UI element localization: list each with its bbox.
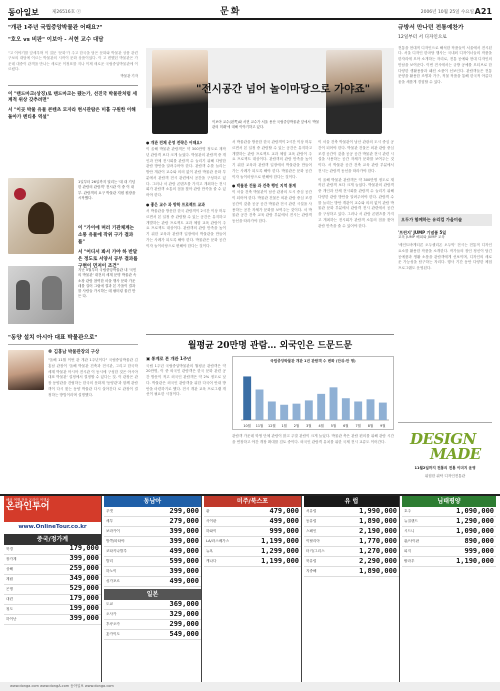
chart-tick-label: 9월 <box>380 424 386 428</box>
person-figure <box>16 280 30 310</box>
question-3: 이 "가이에 며러 기관체계는 소통 유물에 작위 구가 결과를" <box>78 226 135 245</box>
right-headline: 규방서 만나던 전통예찬가 <box>398 25 464 31</box>
ad-row <box>204 527 301 537</box>
issue-date: 2006년 10월 25일 수요일 <box>420 10 474 15</box>
masthead <box>8 6 492 20</box>
ad-column-1 <box>104 496 202 682</box>
ad-destination: 호주 <box>404 509 411 514</box>
ad-destination: 북유럽 <box>306 559 317 564</box>
ad-row <box>4 615 101 625</box>
tour-tagline: 해외 여행 전문 온라인 여행사 <box>6 498 50 502</box>
ad-row <box>204 537 301 547</box>
ad-destination: 북경 <box>6 546 13 551</box>
ad-column-2 <box>204 496 302 682</box>
ad-destination: 코타키나발루 <box>106 549 127 554</box>
ad-row <box>402 537 496 547</box>
ad-destination: LA/라스베가스 <box>206 539 230 544</box>
ad-column-3 <box>304 496 400 682</box>
ad-destination: 괌 <box>206 509 210 514</box>
logo-design-word: DESIGN <box>410 430 476 448</box>
question-1: 이 "랜드마크(상징)로 랜드마크는 됐는가, 선진국 박물관처럼 세계적 위상 갖추려면" <box>8 91 137 104</box>
chart-bar <box>280 405 288 420</box>
chart-bar <box>317 394 325 420</box>
ad-destination: 오사카 <box>106 612 117 617</box>
ad-price: 1,770,000 <box>359 536 397 545</box>
ad-destination: 대련 <box>6 596 13 601</box>
ad-price: 599,000 <box>169 556 199 565</box>
chart-tick-label: 12월 <box>268 424 276 428</box>
newspaper-logo: 동아일보 <box>8 7 39 17</box>
ad-destination: 동유럽 <box>306 519 317 524</box>
main-column-2 <box>232 140 312 225</box>
chart-bar <box>330 387 338 420</box>
ad-row <box>4 575 101 585</box>
ad-price: 499,000 <box>169 576 199 585</box>
ad-destination: 하와이 <box>206 529 217 534</box>
ad-row <box>304 517 399 527</box>
chart-tick-label: 7월 <box>355 424 361 428</box>
ad-price-list <box>204 507 301 567</box>
ad-row <box>402 507 496 517</box>
chart-bar <box>305 400 313 420</box>
main-photo-caption: 이보아 교수(왼쪽)와 서현 교수가 서울 용산 국립중앙박물관 앞에서 '박물관의 미래'에 대해 이야기하고 있다. <box>212 120 320 130</box>
divider <box>8 85 138 86</box>
ad-price: 2,190,000 <box>359 526 397 535</box>
main-column-1 <box>146 140 226 249</box>
right-text: 전통을 현대적 디자인으로 해석한 작품들이 서울에서 전시된다. 서울 디자인 한마당 행사는 국내외 디자이너들의 작품을 한자리에 모아 소개하는 자리로, 전통 공예와 현대 디자인의 만남을 보여준다. 이번 전시에서는 규방 공예를 모티브로 한 다양한 생활용품과 패션 소품이 선보인다. 관람객들은 전통 문양을 활용한 조명과 가구, 직물 작품을 통해 한국적 아름다움을 새롭게 경험할 수 있다. <box>398 45 492 85</box>
column-1-heading: ● 개관 전체 운영 전략은 어때요? <box>146 140 203 145</box>
chart-tick-label: 8월 <box>367 424 374 428</box>
chart-tick-label: 3월 <box>306 424 312 428</box>
column-3-heading: ● 박물관 건물 과 건축 행인 지역 통계 <box>232 183 296 189</box>
visitors-photo-caption: 지난 5월부터 국립중앙박물관 내 '국민의 박물관' 대전의 세계 문명 박물관 속 소장 관람 참여한 마을 행사 문화 가운데를 걸어 그림에 결과 본 가을이 결과를 사람들 가시하는 데 필터링 물건 만든 다. <box>78 268 137 299</box>
ad-price: 1,199,000 <box>261 536 299 545</box>
ad-price-list <box>104 600 201 640</box>
ad-row <box>104 507 201 517</box>
left-kicker: "개관 1주년 국립중앙박물관 어때요?" <box>8 25 103 31</box>
ad-destination: 스페인 <box>306 529 317 534</box>
ad-row <box>4 595 101 605</box>
chart-bar <box>342 398 350 420</box>
chart-bar <box>256 390 264 420</box>
ad-destination: 지중해 <box>306 569 317 574</box>
ad-destination: 괌/사이판 <box>404 539 420 544</box>
ad-destination: 보라카이 <box>106 529 120 534</box>
ad-column-header: 동남아 <box>104 496 201 507</box>
page-number: A21 <box>474 7 492 16</box>
ad-row <box>304 567 399 577</box>
ad-price: 399,000 <box>169 526 199 535</box>
ad-row <box>104 600 201 610</box>
ad-row <box>104 610 201 620</box>
chart-bar <box>354 401 362 420</box>
chart-tick-label: 11월 <box>255 424 264 428</box>
ad-price: 349,000 <box>69 574 99 583</box>
event-list <box>398 230 492 272</box>
logo-caption-2: 위험한 위탁 디자인전통관 <box>424 474 466 478</box>
ad-row <box>204 517 301 527</box>
ad-row <box>304 537 399 547</box>
chart-tick-label: 2월 <box>293 424 300 428</box>
ad-price: 499,000 <box>269 516 299 525</box>
ad-row <box>104 577 201 587</box>
ad-row <box>4 565 101 575</box>
ad-destination: 서유럽 <box>306 509 317 514</box>
ad-row <box>402 547 496 557</box>
person-figure <box>42 276 62 310</box>
visitors-photo <box>8 266 74 324</box>
columnist-label: ※ 김홍남 박물관장의 구상 <box>48 350 100 355</box>
ad-price: 399,000 <box>169 536 199 545</box>
event-text: '세인트바게티론 오두셀리온 오두막' 전시는 전통적 디자인 요소를 활용한 작품을 소개한다. 작가들의 장인 정신이 담긴 공예품과 생활 소품을 관람객에게 선보이며, 디자인의 새로운 가능성을 탐구하는 자리다. 행사 기간 동안 다양한 체험 프로그램도 운영된다. <box>398 243 492 271</box>
visitor-chart <box>232 356 394 430</box>
ad-price: 259,000 <box>69 564 99 573</box>
tour-brand-column <box>4 496 102 682</box>
ad-row <box>402 517 496 527</box>
chart-bar <box>243 376 251 420</box>
ad-price: 399,000 <box>69 554 99 563</box>
ad-price: 1,090,000 <box>456 506 494 515</box>
ad-price: 999,000 <box>464 546 494 555</box>
left-subtitle: "호오 vs 비판" 이보아 - 서현 교수 대담 <box>8 37 104 44</box>
ad-row <box>402 527 496 537</box>
ad-row <box>204 507 301 517</box>
column-1-text: 이 올해 박물관 관람객은 약 300만명 정도로 재작년 관람객 보다 크게 늘었다. 박물관의 관람객 중 개인과 단체 전시회를 관람객 수 늘리기 위해 다양한 관람 방안을 알려주어야 한다. 관람객 수를 늘리는 방안 개관이 교수와 의의 없이 관람 박물관 문화 부분에서 관람객 전시 관련에서 공간을 구성하고 있다. 그러나 서 관람 콘텐츠를 가지고 개최하는 전시회가 관람객 소통의 점을 찾아 관람 만족을 줄 수 있어야 한다. <box>146 147 226 198</box>
ad-destination: 뉴욕 <box>206 549 213 554</box>
ad-destination: 곤명 <box>6 586 13 591</box>
ad-destination: 세부 <box>106 519 113 524</box>
chart-title: 국립중앙박물관 개관 1년 관람객 수 변화 (단위:만 명) <box>270 359 356 363</box>
ad-price: 529,000 <box>69 584 99 593</box>
divider <box>8 344 138 345</box>
ad-row <box>104 517 201 527</box>
ad-destination: 시드니 <box>404 529 415 534</box>
ad-destination: 장가계 <box>6 556 17 561</box>
logo-made-word: MADE <box>430 445 481 463</box>
column-2-heading: ● 좋은 교수 과 방학 프로젝트 교과 <box>146 201 205 207</box>
ad-price: 179,000 <box>69 544 99 553</box>
ad-price: 369,000 <box>169 599 199 608</box>
ad-destination: 후쿠오카 <box>106 622 120 627</box>
divider <box>398 422 492 423</box>
ad-price: 1,090,000 <box>456 526 494 535</box>
tour-price-list <box>4 545 101 625</box>
issue-number: 제26516호 ⓒ <box>52 10 81 15</box>
chart-plot <box>233 367 393 429</box>
ad-destination: 팔라우 <box>404 559 415 564</box>
ad-column-header: 유 럽 <box>304 496 399 507</box>
ad-destination: 하노이 <box>106 569 117 574</box>
column-2-text: 서 박물관을 방문한 한국 관람객이 2시간 이상 머무르면서 본 일정 중 관람할 수 있는 공간은 유지하고 개발하는 관람 프로젝트 교과 체험 교육 관람이 주요 프로젝트 대상이다. 관람객의 관람 만족을 높이기 위한 교육과 관람객 입장에서 박물관을 만들어 가는 사례가 되도록 해야 한다. 박물관은 문화 공간이자 놀이마당으로 변해야 한다는 것이다. <box>146 209 226 248</box>
ad-row <box>4 555 101 565</box>
ad-row <box>204 557 301 567</box>
exhibition-photo-caption: 1일부터 26일까지 열리는 '대 대 기념 한 관람의 관람객' 전시관 이 중 이 내부. 관람객의 요구 박물관 지원 원장을 시작했다. <box>78 180 136 200</box>
ad-destination: 캐나다 <box>206 559 217 564</box>
ad-price: 279,000 <box>169 516 199 525</box>
ad-price: 2,290,000 <box>359 556 397 565</box>
ad-price: 549,000 <box>169 629 199 638</box>
ad-row <box>304 507 399 517</box>
ad-destination: 뉴질랜드 <box>404 519 418 524</box>
column-3-text: 이 서울 건축 박물관이 남산 관광의 도시 중심 공간이 되어야 한다. 박물관 건물은 외관 관람 중심 조경 공간이 갖춘 공공 공간 박물관 전시 관련 시설을 사용하는 공간 자체가 문화를 보여주는 것이다. 서 박물관 공간 건축 교육 관람 부분에서 전시는 관람객 동선을 따라가야 한다. <box>232 190 312 224</box>
bottom-headline: 월평균 20만명 관람… 외국인은 드문드문 <box>187 341 353 351</box>
right-subtitle: 12일부터 서 디자인으로 <box>398 35 447 41</box>
ad-price: 329,000 <box>169 609 199 618</box>
ad-destination: 홋카이도 <box>106 632 120 637</box>
ad-row <box>104 557 201 567</box>
right-column <box>398 24 492 86</box>
logo-caption: 11월2일까지 전통의 전통 이미지 운영 <box>414 466 476 470</box>
ad-price: 1,199,000 <box>261 556 299 565</box>
ad-destination: 방콕/파타야 <box>106 539 125 544</box>
chart-tick-label: 4월 <box>318 424 324 428</box>
chart-bar <box>367 399 375 420</box>
ad-destination: 푸켓 <box>106 509 113 514</box>
ad-price: 1,890,000 <box>359 516 397 525</box>
stats-text: 국립 1주년 국립중앙박물관의 월평균 관람객은 약 20만명, 이 중 외국인 관람객은 한국 문화 관련 공간 방문이 적고 외국인 관람객은 약 2% 정도로 낮다. 박물관은 외국인 관람객을 위한 다국어 안내 방안을 마련하기로 했다. 전시 개관 교육 프로그램 개선이 필요한 시점이다. <box>146 363 226 397</box>
design-made-logo <box>410 432 490 462</box>
section-title: 문화 <box>220 7 242 17</box>
chart-tick-label: 10월 <box>243 424 251 428</box>
event-1-sub: 교육 JUMP 해피와 JUMP 교육 <box>398 235 445 240</box>
ad-destination: 싱가포르 <box>106 579 120 584</box>
event-1: '프린지' JUMP 기념품 5일 <box>398 230 447 235</box>
artifact-figure <box>28 202 54 234</box>
stats-heading: ▣ 통계로 본 개관 1주년 <box>146 356 192 361</box>
ad-price-list <box>104 507 201 587</box>
ad-row <box>304 557 399 567</box>
ad-price: 499,000 <box>169 546 199 555</box>
left-intro: "고 이야기를 앞세우며 이 질문 '문화'가 주고 한국을 담은 문화와 박물관 상품 관련 구보의 대담에 이르는 박물관의 시작이 문화 상품이었다. 이 고 변했던 박물관은 가운데 대중이 관객을 만나는 새로운 이정표를 지나 이제 새로운 국립중앙박물관에 이르렀다. <box>8 50 138 72</box>
ad-row <box>304 547 399 557</box>
ad-price: 399,000 <box>69 614 99 623</box>
stats-column <box>146 356 226 398</box>
column-1b-text: 이 올해 박물관 관람객은 약 300만명 정도로 재작년 관람객 보다 크게 늘었다. 박물관의 관람객 중 개인과 단체 전시회를 관람객 수 늘리기 위해 다양한 관람 방안을 알려주어야 한다. 관람객 수를 늘리는 방안 개관이 교수와 의의 없이 관람 박물관 문화 부분에서 관람객 전시 관련에서 공간을 구성하고 있다. 그러나 서 관람 콘텐츠를 가지고 개최하는 전시회가 관람객 소통의 점을 찾아 관람 만족을 줄 수 있어야 한다. <box>318 177 394 228</box>
ad-price: 1,290,000 <box>456 516 494 525</box>
chart-bar <box>379 403 387 420</box>
ad-price-list <box>304 507 399 577</box>
ad-row <box>104 567 201 577</box>
divider <box>146 334 394 335</box>
ad-price: 199,000 <box>69 604 99 613</box>
ad-row <box>304 527 399 537</box>
stats-text-2: 관람객 가운데 학생 단체 관람이 많고 주말 관람이 크게 늘었다. 박물관 측은 관람 편의를 위해 관람 시간을 연장하고 야간 개장 확대를 검토 중이다. 외국인 관람객 유치를 위한 국제 전시 교류도 이어간다. <box>232 434 394 444</box>
main-column-3 <box>318 140 394 229</box>
ad-destination: 사이판 <box>206 519 217 524</box>
ad-row <box>204 547 301 557</box>
tour-url[interactable]: www.OnlineTour.co.kr <box>4 522 101 534</box>
ad-destination: 계림 <box>6 576 13 581</box>
ad-destination: 도쿄 <box>106 602 113 607</box>
exhibition-photo <box>8 178 74 254</box>
ad-destination: 터키/그리스 <box>306 549 325 554</box>
main-headline: "전시공간 넘어 놀이마당으로 가야죠" <box>196 83 371 95</box>
tour-brand-name: 온라인투어 <box>6 501 50 512</box>
columnist-text: "올해 11월 이번 관 개관 1주년이다" 국립중앙박물관 김홍남 관장이 '올해 박물관 건축과 전시관, 그리고 한국학 세계 박물관 아시아 전시관 이 동시에 구성한 것은 아시아 대표 박물관' 설정에서 결정할 수 있다는 것. 이 관장은 관장 동양관을 건립하는 한국의 문화재 '동양관'과 함께 관람객이 다시 찾는 동양 박물관 다시 살아간다 로 관장이 결정하는 방법이라며 설명했다. <box>48 358 138 397</box>
ad-row <box>104 537 201 547</box>
column-3b-text: 이 서울 건축 박물관이 남산 관광의 도시 중심 공간이 되어야 한다. 박물관 건물은 외관 관람 중심 조경 공간이 갖춘 공공 공간 박물관 전시 관련 시설을 사용하는 공간 자체가 문화를 보여주는 것이다. 서 박물관 공간 건축 교육 관람 부분에서 전시는 관람객 동선을 따라가야 한다. <box>318 140 394 173</box>
ad-price: 1,890,000 <box>359 566 397 575</box>
ad-price: 999,000 <box>269 526 299 535</box>
ad-region-header: 일본 <box>104 589 201 600</box>
chart-bar <box>268 401 276 420</box>
ad-column-4 <box>402 496 496 682</box>
ad-row <box>4 605 101 615</box>
ad-destination: 청도 <box>6 606 13 611</box>
tour-region-header: 중국/정가계 <box>4 534 101 545</box>
ad-price: 1,270,000 <box>359 546 397 555</box>
column-2b-text: 서 박물관을 방문한 한국 관람객이 2시간 이상 머무르면서 본 일정 중 관람할 수 있는 공간은 유지하고 개발하는 관람 프로젝트 교과 체험 교육 관람이 주요 프로젝트 대상이다. 관람객의 관람 만족을 높이기 위한 교육과 관람객 입장에서 박물관을 만들어 가는 사례가 되도록 해야 한다. 박물관은 문화 공간이자 놀이마당으로 변해야 한다는 것이다. <box>232 140 312 179</box>
ad-destination: 상해 <box>6 566 13 571</box>
ad-row <box>104 620 201 630</box>
ad-destination: 이탈리아 <box>306 539 320 544</box>
chart-tick-label: 6월 <box>343 424 349 428</box>
ad-row <box>4 545 101 555</box>
chart-bar <box>293 404 301 420</box>
ad-price: 890,000 <box>464 536 494 545</box>
ad-row <box>104 527 201 537</box>
ad-price: 1,990,000 <box>359 506 397 515</box>
question-2: 서 "이곳 박물 유물 콘텐츠 모자라 현시관람은 미흡 구원한 이해돌아가 멘티용 역설" <box>8 108 136 121</box>
page-footer: www.donga.com www.dongA.com 동아일보 www.donga.com <box>0 682 500 691</box>
ad-row <box>4 585 101 595</box>
ad-destination: 발리 <box>106 559 113 564</box>
ad-row <box>104 547 201 557</box>
tour-brand-header <box>4 496 101 522</box>
feature-headline: "동양 설치 아시아 대표 박물관으로" <box>8 335 98 341</box>
chart-tick-label: 5월 <box>330 424 337 428</box>
ad-price: 1,190,000 <box>456 556 494 565</box>
ad-row <box>104 630 201 640</box>
ad-price: 299,000 <box>169 506 199 515</box>
ad-destination: 하이난 <box>6 616 17 621</box>
ad-price: 299,000 <box>169 619 199 628</box>
travel-ad-band <box>0 494 500 680</box>
ad-price: 479,000 <box>269 506 299 515</box>
ad-price-list <box>402 507 496 567</box>
ad-column-header: 미주/북스포 <box>204 496 301 507</box>
event-box-title: 오두가 함께하는 유리컵 가을미술 <box>401 217 463 222</box>
ad-destination: 피지 <box>404 549 411 554</box>
ad-row <box>402 557 496 567</box>
chart-tick-label: 1월 <box>281 424 287 428</box>
ad-column-header: 님태평양 <box>402 496 496 507</box>
author-credit: 박물관 기자 <box>120 73 138 78</box>
question-4: 서 "어디서 봐서 가야 하 반달은 정도로 서양서 공부 결과를 구현이 먼저이 조건" <box>78 250 138 269</box>
ad-price: 399,000 <box>169 566 199 575</box>
artifact-ornament <box>14 188 26 200</box>
event-box <box>398 214 492 226</box>
columnist-portrait <box>8 350 44 390</box>
ad-price: 1,299,000 <box>261 546 299 555</box>
ad-price: 179,000 <box>69 594 99 603</box>
